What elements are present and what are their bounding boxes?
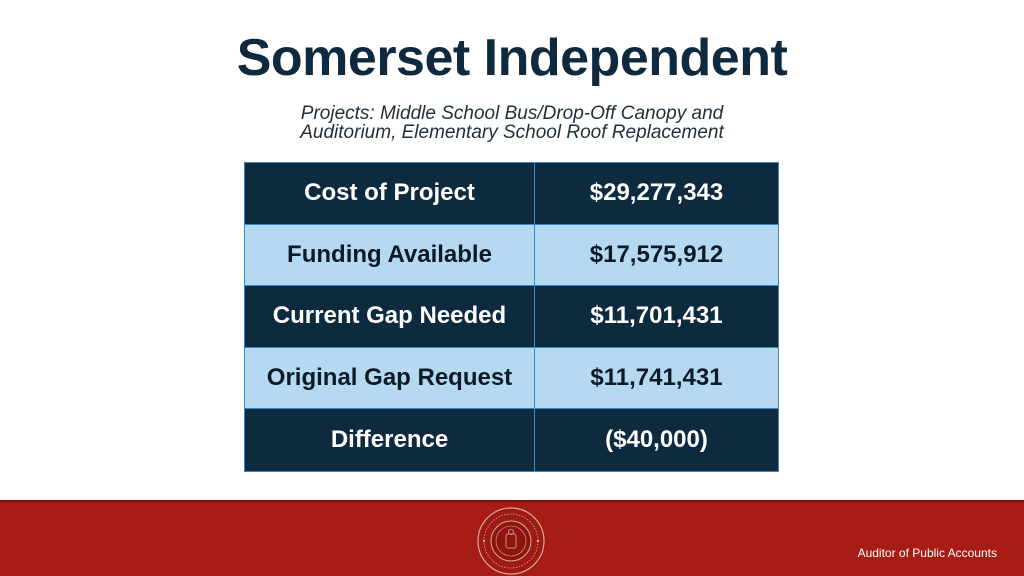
footer-bar: [0, 500, 1024, 576]
table-cell-label: Cost of Project: [245, 163, 535, 224]
page-subtitle: [262, 104, 762, 142]
state-auditor-seal-icon: [476, 506, 546, 576]
table-cell-label: Current Gap Needed: [245, 286, 535, 347]
subtitle-line-2: Auditorium, Elementary School Roof Replacement: [300, 122, 724, 143]
table-cell-value: $11,741,431: [590, 364, 723, 392]
table-row-current-gap-needed: [245, 286, 778, 348]
table-cell-value: $11,701,431: [590, 302, 723, 330]
page-title: Somerset Independent: [236, 29, 788, 87]
table-row-cost-of-project: [245, 163, 778, 225]
table-row-funding-available: [245, 225, 778, 287]
table-row-original-gap-request: [245, 348, 778, 410]
table-cell-label: Original Gap Request: [245, 348, 535, 409]
table-row-difference: [245, 409, 778, 471]
footer-organization-label: Auditor of Public Accounts: [857, 546, 997, 560]
funding-table: [244, 162, 779, 472]
table-cell-value: ($40,000): [605, 426, 708, 454]
table-cell-label: Funding Available: [245, 225, 535, 286]
table-cell-value: $29,277,343: [589, 179, 724, 207]
table-cell-value: $17,575,912: [589, 240, 724, 268]
subtitle-line-1: Projects: Middle School Bus/Drop-Off Canopy and: [300, 103, 724, 124]
table-cell-label: Difference: [245, 409, 535, 471]
